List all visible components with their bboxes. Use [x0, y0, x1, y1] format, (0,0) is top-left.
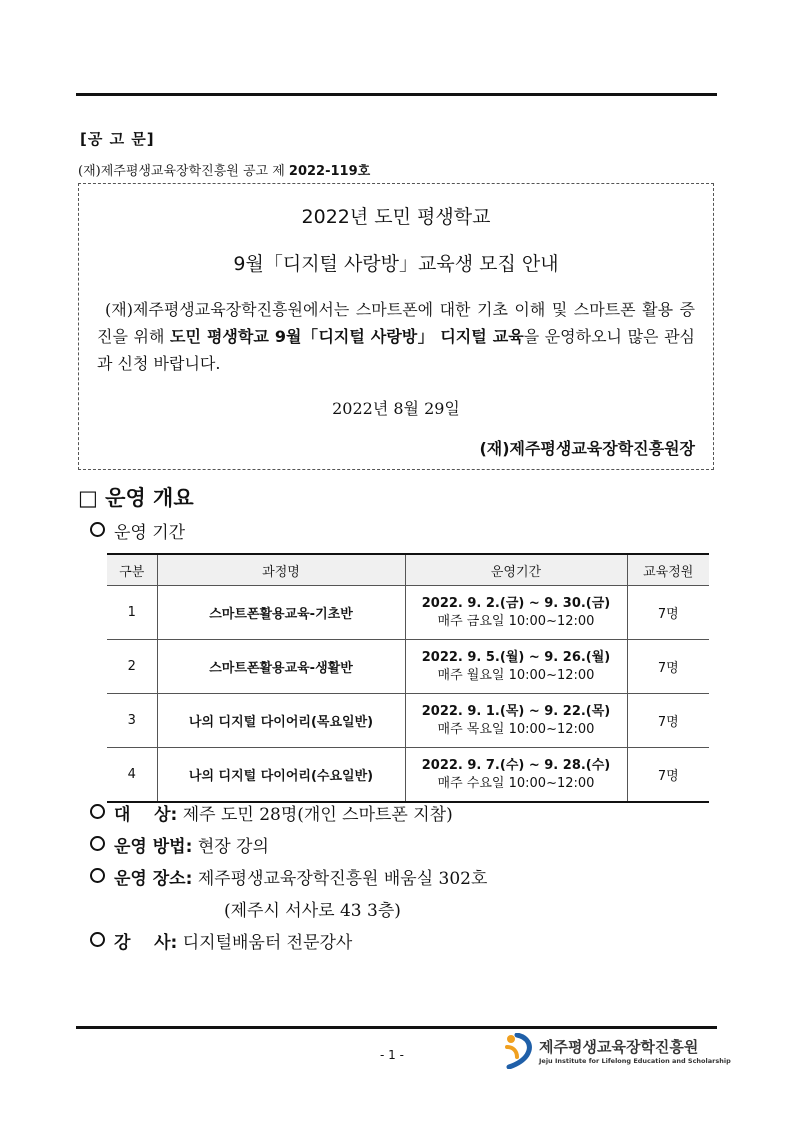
bottom-rule [76, 1026, 717, 1029]
info-place-detail: (제주시 서사로 43 3층) [224, 901, 401, 921]
row-period-cell [405, 640, 627, 694]
section-heading: □ 운영 개요 [78, 486, 194, 510]
table-header-capacity: 교육정원 [627, 554, 709, 586]
row-no: 1 [107, 586, 157, 640]
table-header-course: 과정명 [157, 554, 405, 586]
row-course: 나의 디지털 다이어리(목요일반) [157, 694, 405, 748]
row-course: 스마트폰활용교육-기초반 [157, 586, 405, 640]
info-instructor [90, 928, 352, 953]
row-capacity: 7명 [627, 694, 709, 748]
row-period-cell [405, 586, 627, 640]
table-row [107, 748, 709, 803]
announcement-box [78, 183, 714, 470]
table-header-row [107, 554, 709, 586]
table-row [107, 586, 709, 640]
logo-mark-icon [503, 1033, 535, 1069]
row-no: 2 [107, 640, 157, 694]
row-time: 매주 금요일 10:00~12:00 [437, 613, 595, 629]
announcement-title-line2: 9월「디지털 사랑방」교육생 모집 안내 [233, 253, 559, 275]
table-row [107, 640, 709, 694]
info-target [90, 800, 453, 825]
info-instructor-value: 디지털배움터 전문강사 [182, 933, 353, 953]
info-target-label: 대 상: [114, 805, 178, 825]
row-time: 매주 월요일 10:00~12:00 [437, 667, 595, 683]
announcement-signer: (재)제주평생교육장학진흥원장 [479, 439, 695, 458]
announcement-body-part1: (재)제주평생교육장학진흥원에서는 스마트폰에 대한 기초 이해 및 스마트폰 활용 증진을 위해 [97, 300, 695, 346]
circle-bullet-icon [90, 868, 105, 883]
row-period-cell [405, 748, 627, 803]
notice-number [78, 160, 370, 179]
organization-logo [503, 1033, 731, 1073]
circle-bullet-icon [90, 836, 105, 851]
info-place [90, 864, 487, 889]
circle-bullet-icon [90, 932, 105, 947]
row-course: 나의 디지털 다이어리(수요일반) [157, 748, 405, 803]
table-header-period: 운영기간 [405, 554, 627, 586]
period-heading-label: 운영 기간 [114, 523, 186, 543]
table-header-no: 구분 [107, 554, 157, 586]
top-rule [76, 93, 717, 96]
row-no: 3 [107, 694, 157, 748]
row-period: 2022. 9. 5.(월) ~ 9. 26.(월) [421, 649, 611, 665]
info-method [90, 832, 269, 857]
info-instructor-label: 강 사: [114, 933, 178, 953]
period-heading [90, 518, 185, 543]
announcement-body [97, 296, 695, 377]
announcement-date: 2022년 8월 29일 [332, 399, 460, 418]
page-number: - 1 - [380, 1048, 404, 1062]
table-row [107, 694, 709, 748]
row-period: 2022. 9. 7.(수) ~ 9. 28.(수) [421, 757, 611, 773]
row-period-cell [405, 694, 627, 748]
circle-bullet-icon [90, 522, 105, 537]
logo-org-name: 제주평생교육장학진흥원 [539, 1038, 699, 1056]
info-method-value: 현장 강의 [197, 837, 269, 857]
info-place-label: 운영 장소: [114, 869, 193, 889]
row-period: 2022. 9. 2.(금) ~ 9. 30.(금) [421, 595, 611, 611]
row-time: 매주 목요일 10:00~12:00 [437, 721, 595, 737]
row-capacity: 7명 [627, 586, 709, 640]
schedule-table [107, 553, 709, 803]
announcement-title-line1: 2022년 도민 평생학교 [301, 206, 491, 228]
info-method-label: 운영 방법: [114, 837, 193, 857]
announcement-body-part2: 을 운영하오니 많은 관심과 신청 바랍니다. [97, 327, 695, 373]
info-place-value: 제주평생교육장학진흥원 배움실 302호 [197, 869, 488, 889]
row-no: 4 [107, 748, 157, 803]
notice-number-value: 2022-119호 [288, 164, 371, 179]
notice-label: [공 고 문] [80, 130, 155, 148]
circle-bullet-icon [90, 804, 105, 819]
row-course: 스마트폰활용교육-생활반 [157, 640, 405, 694]
row-capacity: 7명 [627, 748, 709, 803]
row-period: 2022. 9. 1.(목) ~ 9. 22.(목) [421, 703, 611, 719]
notice-number-prefix: (재)제주평생교육장학진흥원 공고 제 [78, 164, 289, 179]
announcement-body-bold: 도민 평생학교 9월「디지털 사랑방」 디지털 교육 [170, 327, 524, 346]
row-capacity: 7명 [627, 640, 709, 694]
info-target-value: 제주 도민 28명(개인 스마트폰 지참) [182, 805, 453, 825]
row-time: 매주 수요일 10:00~12:00 [437, 775, 595, 791]
logo-org-name-en: Jeju Institute for Lifelong Education and Scholarship [539, 1057, 731, 1065]
